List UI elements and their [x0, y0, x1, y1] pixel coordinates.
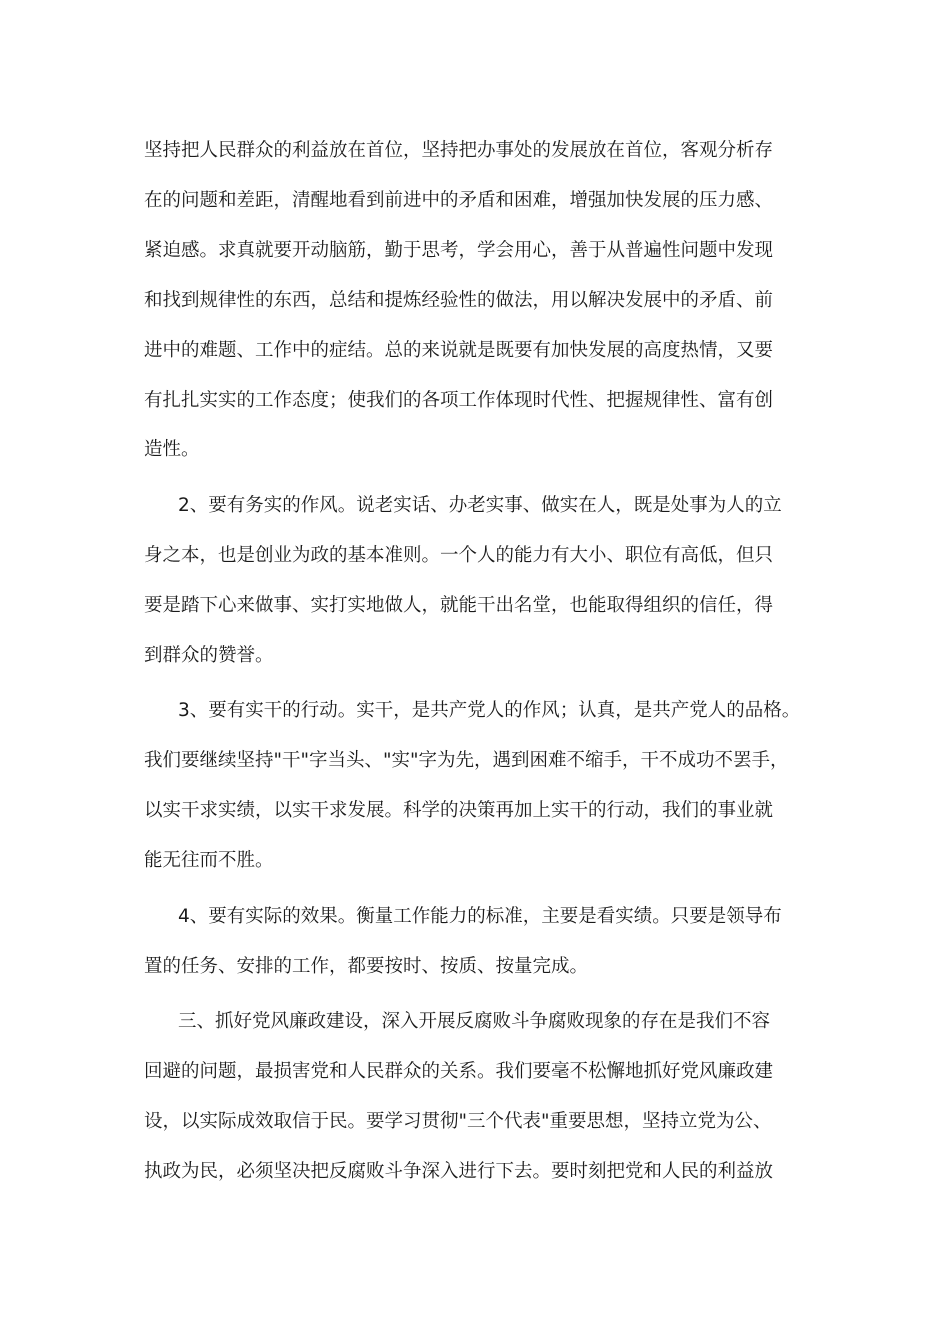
text-line: 造性。 — [144, 439, 200, 460]
text-line: 回避的问题，最损害党和人民群众的关系。我们要毫不松懈地抓好党风廉政建 — [144, 1061, 774, 1082]
text-line: 置的任务、安排的工作，都要按时、按质、按量完成。 — [144, 956, 589, 977]
text-line: 设，以实际成效取信于民。要学习贯彻"三个代表"重要思想，坚持立党为公、 — [144, 1111, 772, 1132]
text-line: 到群众的赞誉。 — [144, 645, 274, 666]
text-line: 身之本，也是创业为政的基本准则。一个人的能力有大小、职位有高低，但只 — [144, 545, 774, 566]
text-line: 坚持把人民群众的利益放在首位，坚持把办事处的发展放在首位，客观分析存 — [144, 140, 774, 161]
text-line: 进中的难题、工作中的症结。总的来说就是既要有加快发展的高度热情，又要 — [144, 340, 774, 361]
text-line: 和找到规律性的东西，总结和提炼经验性的做法，用以解决发展中的矛盾、前 — [144, 290, 774, 311]
text-line: 在的问题和差距，清醒地看到前进中的矛盾和困难，增强加快发展的压力感、 — [144, 190, 774, 211]
paragraph-first-line: 4、要有实际的效果。衡量工作能力的标准，主要是看实绩。只要是领导布 — [178, 906, 782, 927]
paragraph-first-line: 三、抓好党风廉政建设，深入开展反腐败斗争腐败现象的存在是我们不容 — [178, 1011, 771, 1032]
paragraph-first-line: 3、要有实干的行动。实干，是共产党人的作风；认真，是共产党人的品格。 — [178, 700, 801, 721]
paragraph-first-line: 2、要有务实的作风。说老实话、办老实事、做实在人，既是处事为人的立 — [178, 495, 782, 516]
text-line: 有扎扎实实的工作态度；使我们的各项工作体现时代性、把握规律性、富有创 — [144, 390, 774, 411]
text-line: 执政为民，必须坚决把反腐败斗争深入进行下去。要时刻把党和人民的利益放 — [144, 1161, 774, 1182]
text-line: 能无往而不胜。 — [144, 850, 274, 871]
text-line: 要是踏下心来做事、实打实地做人，就能干出名堂，也能取得组织的信任，得 — [144, 595, 774, 616]
text-line: 紧迫感。求真就要开动脑筋，勤于思考，学会用心，善于从普遍性问题中发现 — [144, 240, 774, 261]
text-line: 我们要继续坚持"干"字当头、"实"字为先，遇到困难不缩手，干不成功不罢手， — [144, 750, 789, 771]
text-line: 以实干求实绩，以实干求发展。科学的决策再加上实干的行动，我们的事业就 — [144, 800, 774, 821]
